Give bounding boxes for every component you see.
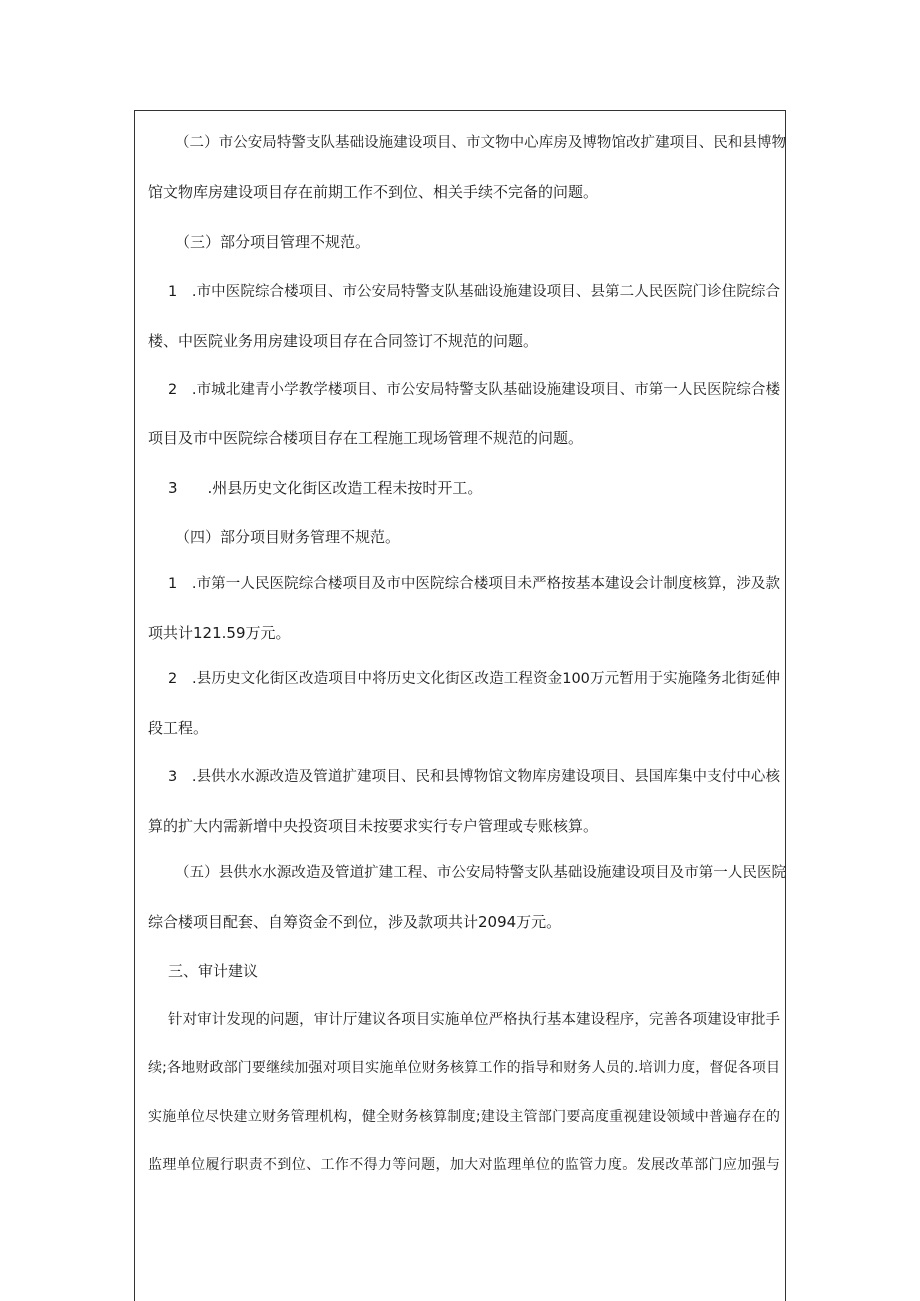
list-item-line: 2 .县历史文化街区改造项目中将历史文化街区改造工程资金100万元暂用于实施隆务北街延伸 xyxy=(168,671,780,687)
paragraph-line: 针对审计发现的问题，审计厅建议各项目实施单位严格执行基本建设程序，完善各项建设审批手 xyxy=(168,1012,780,1028)
paragraph-line: 段工程。 xyxy=(148,719,209,737)
paragraph-line: （五）县供水水源改造及管道扩建工程、市公安局特警支队基础设施建设项目及市第一人民医院 xyxy=(175,865,786,881)
section-heading: （四）部分项目财务管理不规范。 xyxy=(175,528,401,546)
paragraph-line: 项共计121.59万元。 xyxy=(148,624,291,642)
list-item-line: 3 .州县历史文化街区改造工程未按时开工。 xyxy=(168,479,483,497)
section-heading: （三）部分项目管理不规范。 xyxy=(175,233,371,251)
paragraph-line: 项目及市中医院综合楼项目存在工程施工现场管理不规范的问题。 xyxy=(148,429,584,447)
section-heading: 三、审计建议 xyxy=(168,962,259,980)
paragraph-line: 续;各地财政部门要继续加强对项目实施单位财务核算工作的指导和财务人员的.培训力度，督促各项目 xyxy=(148,1060,780,1076)
paragraph-line: 综合楼项目配套、自筹资金不到位，涉及款项共计2094万元。 xyxy=(148,913,562,931)
list-item-line: 2 .市城北建青小学教学楼项目、市公安局特警支队基础设施建设项目、市第一人民医院综合楼 xyxy=(168,382,780,398)
paragraph-line: 监理单位履行职责不到位、工作不得力等问题，加大对监理单位的监管力度。发展改革部门应加强与 xyxy=(148,1157,780,1173)
paragraph-line: 算的扩大内需新增中央投资项目未按要求实行专户管理或专账核算。 xyxy=(148,817,599,835)
paragraph-line: 楼、中医院业务用房建设项目存在合同签订不规范的问题。 xyxy=(148,332,539,350)
list-item-line: 1 .市中医院综合楼项目、市公安局特警支队基础设施建设项目、县第二人民医院门诊住院综合 xyxy=(168,284,780,300)
list-item-line: 3 .县供水水源改造及管道扩建项目、民和县博物馆文物库房建设项目、县国库集中支付中心核 xyxy=(168,769,780,785)
paragraph-line: 实施单位尽快建立财务管理机构，健全财务核算制度;建设主管部门要高度重视建设领域中普遍存在的 xyxy=(148,1109,780,1125)
paragraph-line: （二）市公安局特警支队基础设施建设项目、市文物中心库房及博物馆改扩建项目、民和县博物 xyxy=(175,135,786,151)
list-item-line: 1 .市第一人民医院综合楼项目及市中医院综合楼项目未严格按基本建设会计制度核算，涉及款 xyxy=(168,576,780,592)
paragraph-line: 馆文物库房建设项目存在前期工作不到位、相关手续不完备的问题。 xyxy=(148,183,599,201)
